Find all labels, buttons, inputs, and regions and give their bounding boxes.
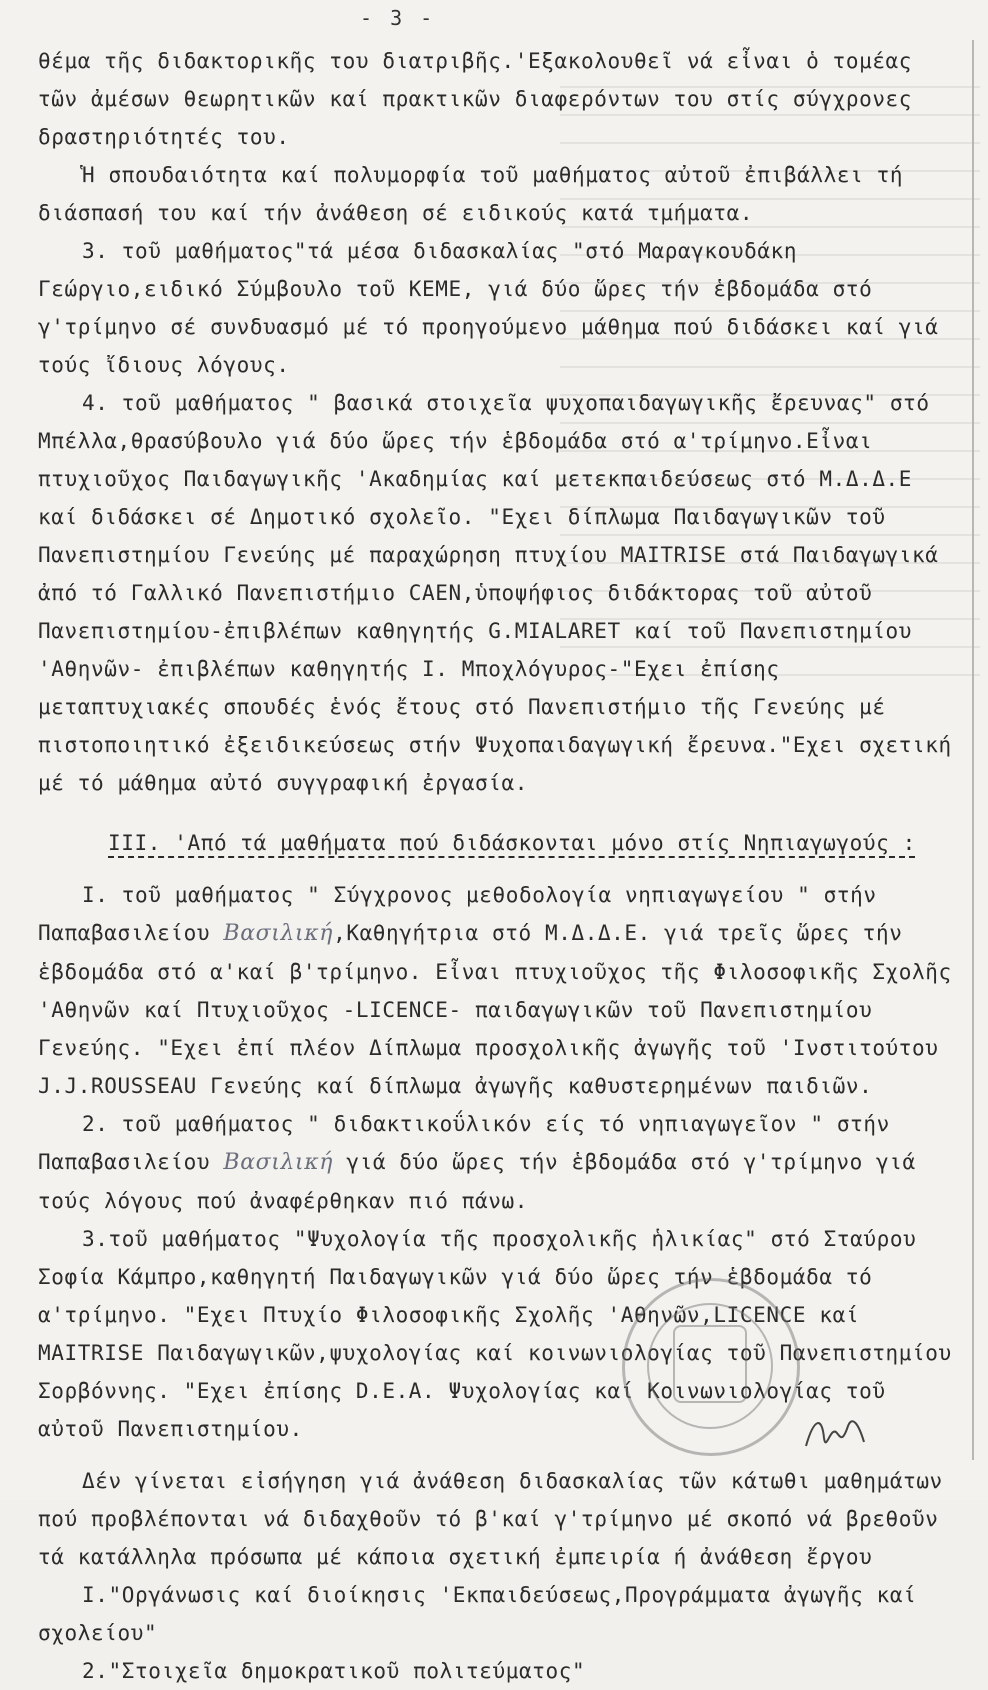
paragraph-thesis-continuation: θέμα τῆς διδακτορικῆς του διατριβῆς.'Εξακολουθεῖ νά εἶναι ὁ τομέας τῶν ἀμέσων θεωρητικῶν καί πρακτικῶν διαφερόντων του στίς σύγχρονες δραστηριότητές του.	[38, 49, 913, 149]
item-2-text-start: 2. τοῦ μαθήματος " διδακτικοΰλικόν είς τό νηπιαγωγεῖον " στήν Παπαβασιλείου	[38, 1112, 890, 1174]
seal-emblem	[673, 1325, 747, 1403]
handwritten-name-1: Βασιλική	[223, 921, 334, 946]
page-number: - 3 -	[360, 6, 436, 30]
paragraph-no-recommendation: Δέν γίνεται εἰσήγηση γιά ἀνάθεση διδασκαλίας τῶν κάτωθι μαθημάτων πού προβλέπονται νά διδαχθοῦν τό β'καί γ'τρίμηνο μέ σκοπό νά βρεθοῦν τά κατάλληλα πρόσωπα μέ κάποια σχετική ἐμπειρία ή ἀνάθεση ἔργου	[38, 1469, 943, 1569]
paragraph-item-3-teaching-aids: 3. τοῦ μαθήματος"τά μέσα διδασκαλίας "στό Μαραγκουδάκη Γεώργιο,ειδικό Σύμβουλο τοῦ ΚΕΜΕ, γιά δύο ὥρες τήν ἑβδομάδα στό γ'τρίμηνο σέ συνδυασμό μέ τό προηγούμενο μάθημα πού διδάσκει καί γιά τούς ἴδιους λόγους.	[38, 239, 939, 377]
paragraph-item-1-methodology	[38, 876, 963, 1105]
official-seal-icon	[622, 1278, 800, 1456]
item-1-text-end: ,Καθηγήτρια στό Μ.Δ.Δ.Ε. γιά τρεῖς ὥρες τήν ἑβδομάδα στό α'καί β'τρίμηνο. Εἶναι πτυχιοῦχος τῆς Φιλοσοφικῆς Σχολῆς 'Αθηνῶν καί Πτυχιοῦχος -LICENCE- παιδαγωγικῶν τοῦ Πανεπιστημίου Γενεύης. "Εχει ἐπί πλέον Δίπλωμα προσχολικῆς ἀγωγῆς τοῦ 'Ινστιτούτου J.J.ROUSSEAU Γενεύης καί δίπλωμα ἀγωγῆς καθυστερημένων παιδιῶν.	[38, 921, 952, 1098]
item-1-text-start: Ι. τοῦ μαθήματος " Σύγχρονος μεθοδολογία νηπιαγωγείου " στήν Παπαβασιλείου	[38, 883, 877, 945]
paragraph-item-2-teaching-material	[38, 1105, 963, 1220]
paragraph-importance: Ἡ σπουδαιότητα καί πολυμορφία τοῦ μαθήματος αὐτοῦ ἐπιβάλλει τή διάσπασή του καί τήν ἀνάθεση σέ ειδικούς κατά τμήματα.	[38, 163, 904, 225]
handwritten-signature-icon	[800, 1408, 870, 1458]
page-edge-shadow	[972, 40, 974, 1460]
item-2-text-end: γιά δύο ὥρες τήν ἑβδομάδα στό γ'τρίμηνο γιά τούς λόγους πού ἀναφέρθηκαν πιό πάνω.	[38, 1150, 916, 1213]
paragraph-course-1: Ι."Οργάνωσις καί διοίκησις 'Εκπαιδεύσεως,Προγράμματα ἀγωγῆς καί σχολείου"	[38, 1583, 917, 1645]
section-heading-iii: III. 'Από τά μαθήματα πού διδάσκονται μόνο στίς Νηπιαγωγούς :	[108, 831, 916, 855]
paragraph-course-2: 2."Στοιχεῖα δημοκρατικοῦ πολιτεύματος"	[82, 1659, 586, 1683]
handwritten-name-2: Βασιλική	[223, 1150, 334, 1175]
paragraph-item-4-research: 4. τοῦ μαθήματος " βασικά στοιχεῖα ψυχοπαιδαγωγικῆς ἔρευνας" στό Μπέλλα,θρασύβουλο γιά δύο ὥρες τήν ἑβδομάδα στό α'τρίμηνο.Εἶναι πτυχιοῦχος Παιδαγωγικῆς 'Ακαδημίας καί μετεκπαιδεύσεως στό Μ.Δ.Δ.Ε καί διδάσκει σέ Δημοτικό σχολεῖο. "Εχει δίπλωμα Παιδαγωγικῶν τοῦ Πανεπιστημίου Γενεύης μέ παραχώρηση πτυχίου MAITRISE στά Παιδαγωγικά ἀπό τό Γαλλικό Πανεπιστήμιο CAEN,ὑποψήφιος διδάκτορας τοῦ αὐτοῦ Πανεπιστημίου-ἐπιβλέπων καθηγητής G.MIALARET καί τοῦ Πανεπιστημίου 'Αθηνῶν- ἐπιβλέπων καθηγητής Ι. Μποχλόγυρος-"Εχει ἐπίσης μεταπτυχιακές σπουδές ἑνός ἔτους στό Πανεπιστήμιο τῆς Γενεύης μέ πιστοποιητικό ἐξειδικεύσεως στήν Ψυχοπαιδαγωγική ἔρευνα."Εχει σχετική μέ τό μάθημα αὐτό συγγραφική ἐργασία.	[38, 391, 952, 795]
paragraph-item-3-psychology: 3.τοῦ μαθήματος "Ψυχολογία τῆς προσχολικῆς ἡλικίας" στό Σταύρου Σοφία Κάμπρο,καθηγητή Παιδαγωγικῶν γιά δύο ὥρες τήν ἑβδομάδα τό α'τρίμηνο. "Εχει Πτυχίο Φιλοσοφικῆς Σχολῆς 'Αθηνῶν,LICENCE καί MAITRISE Παιδαγωγικῶν,ψυχολογίας καί κοινωνιολογίας τοῦ Πανεπιστημίου Σορβόννης. "Εχει ἐπίσης D.E.A. Ψυχολογίας καί Κοινωνιολογίας τοῦ αὐτοῦ Πανεπιστημίου.	[38, 1227, 952, 1441]
